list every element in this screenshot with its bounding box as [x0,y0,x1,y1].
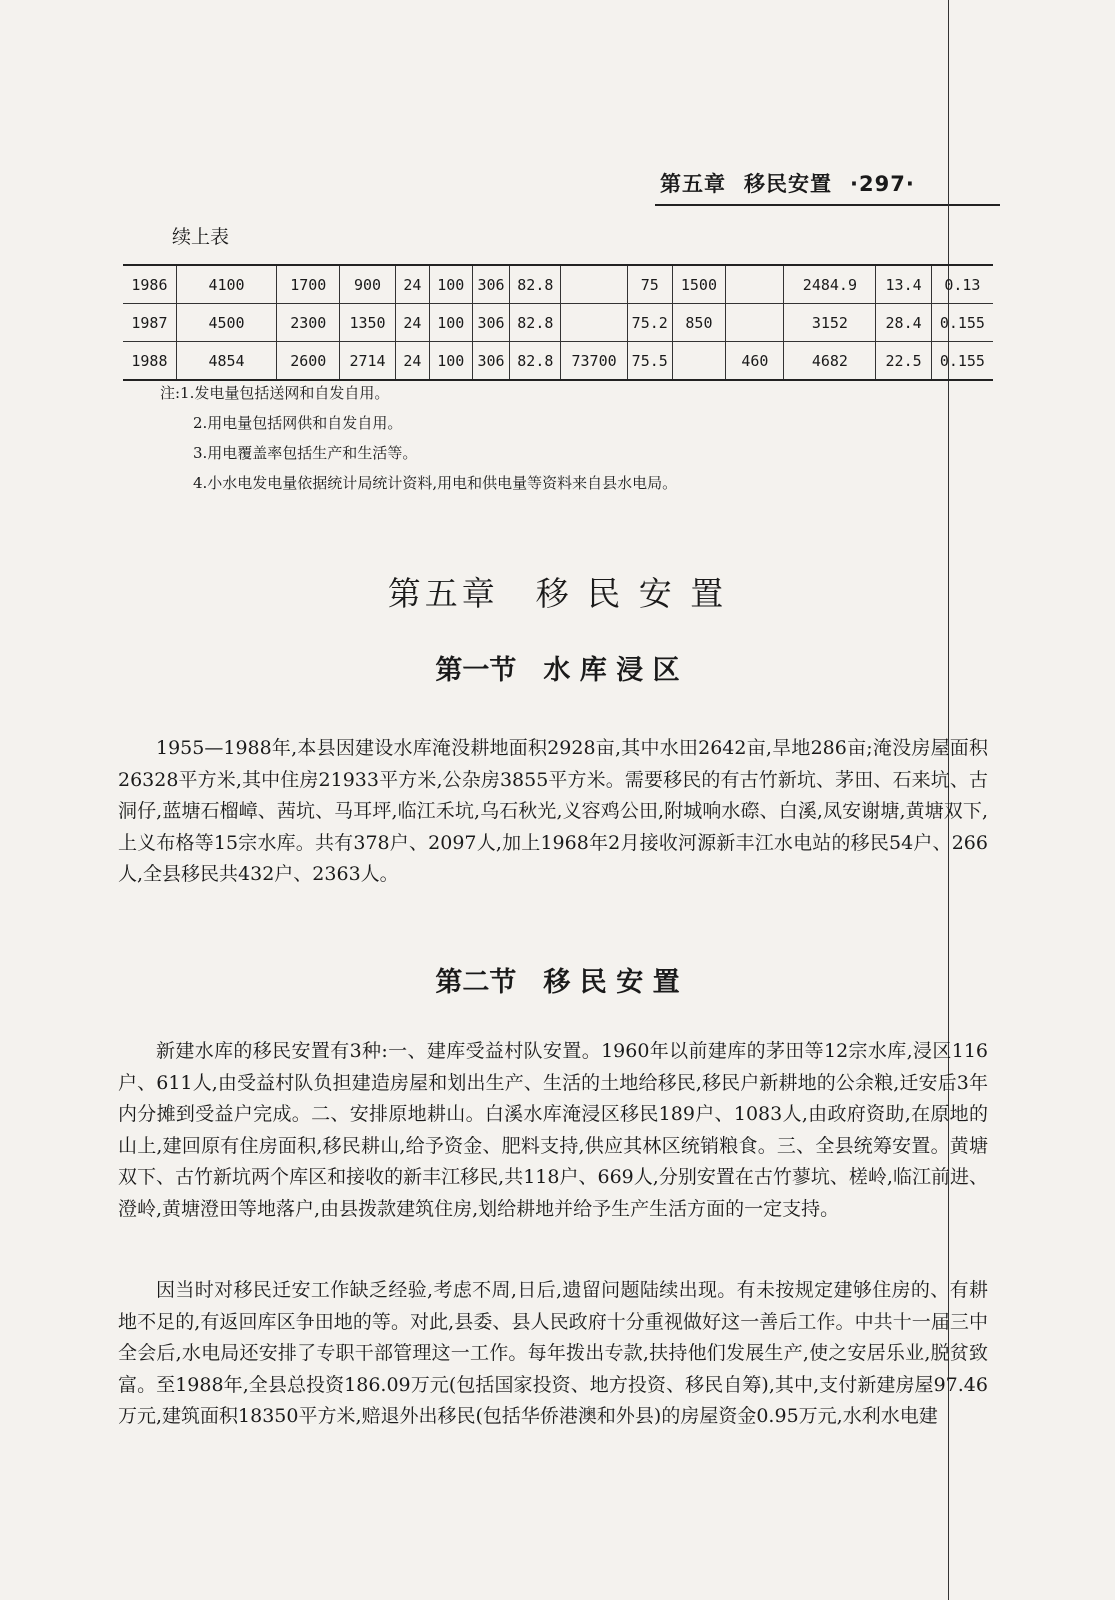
table-cell: 0.155 [931,304,993,342]
table-cell: 24 [395,265,429,304]
table-cell [726,304,784,342]
table-cell: 0.13 [931,265,993,304]
power-statistics-table [123,264,993,381]
table-cell [561,304,628,342]
section-1-paragraph: 1955—1988年,本县因建设水库淹没耕地面积2928亩,其中水田2642亩,旱地286亩;淹没房屋面积26328平方米,其中住房21933平方米,公杂房3855平方米。需要移民的有古竹新坑、茅田、石来坑、古洞仔,蓝塘石榴嶂、茜坑、马耳坪,临江禾坑,乌石秋光,义容鸡公田,附城响水磜、白溪,凤安谢塘,黄塘双下,上义布格等15宗水库。共有378户、2097人,加上1968年2月接收河源新丰江水电站的移民54户、266人,全县移民共432户、2363人。 [118,737,988,885]
table-cell: 0.155 [931,342,993,381]
table-cell: 4682 [784,342,876,381]
table-cell: 4500 [176,304,276,342]
table-cell: 2300 [277,304,340,342]
table-cell: 1988 [123,342,176,381]
table-cell: 82.8 [510,342,561,381]
table-row [123,304,993,342]
table-cell: 1500 [672,265,726,304]
table-cell [561,265,628,304]
table-notes [160,378,677,498]
table-cell: 24 [395,304,429,342]
table-cell: 28.4 [876,304,931,342]
table-cell: 850 [672,304,726,342]
table-cell [672,342,726,381]
running-head-chapter: 第五章 [660,172,726,196]
note-2: 2.用电量包括网供和自发自用。 [193,414,403,432]
note-3: 3.用电覆盖率包括生产和生活等。 [193,444,418,462]
table-cell: 1350 [340,304,395,342]
table-cell: 75.2 [627,304,672,342]
table-row [123,265,993,304]
table-cell: 4854 [176,342,276,381]
table-cell: 100 [430,265,473,304]
chapter-title: 第五章 移 民 安 置 [387,574,728,613]
table-cell: 3152 [784,304,876,342]
section-1-title: 第一节 水 库 浸 区 [435,655,680,686]
table-cell: 75 [627,265,672,304]
table-cell: 2484.9 [784,265,876,304]
table-cell: 75.5 [627,342,672,381]
table-cell: 306 [472,304,510,342]
table-cell: 306 [472,342,510,381]
table-cell: 82.8 [510,265,561,304]
section-2-title: 第二节 移 民 安 置 [435,967,680,998]
table-cell: 24 [395,342,429,381]
table-cell: 1986 [131,275,168,294]
running-head-title: 移民安置 [744,172,832,196]
table-cell: 306 [472,265,510,304]
table-cell: 4100 [176,265,276,304]
table-cell: 900 [340,265,395,304]
table-cell: 73700 [561,342,628,381]
table-cell [726,265,784,304]
table-cell: 13.4 [876,265,931,304]
note-1: 注:1.发电量包括送网和自发自用。 [160,384,390,402]
table-continuation-label: 续上表 [172,226,230,248]
table-cell: 82.8 [510,304,561,342]
table-row [123,342,993,381]
table-cell: 1987 [123,304,176,342]
table-cell: 100 [430,304,473,342]
running-head [660,168,990,198]
table-cell: 2714 [340,342,395,381]
table-cell: 100 [430,342,473,381]
section-2-paragraph-1: 新建水库的移民安置有3种:一、建库受益村队安置。1960年以前建库的茅田等12宗水库,浸区116户、611人,由受益村队负担建造房屋和划出生产、生活的土地给移民,移民户新耕地的公余粮,迁安后3年内分摊到受益户完成。二、安排原地耕山。白溪水库淹浸区移民189户、1083人,由政府资助,在原地的山上,建回原有住房面积,移民耕山,给予资金、肥料支持,供应其林区统销粮食。三、全县统筹安置。黄塘双下、古竹新坑两个库区和接收的新丰江移民,共118户、669人,分别安置在古竹蓼坑、槎岭,临江前进、澄岭,黄塘澄田等地落户,由县拨款建筑住房,划给耕地并给予生产生活方面的一定支持。 [118,1040,988,1220]
page-number: ·297· [850,172,915,196]
table-cell: 2600 [277,342,340,381]
table-cell: 460 [726,342,784,381]
table-cell: 1700 [277,265,340,304]
section-2-paragraph-2: 因当时对移民迁安工作缺乏经验,考虑不周,日后,遗留问题陆续出现。有未按规定建够住房的、有耕地不足的,有返回库区争田地的等。对此,县委、县人民政府十分重视做好这一善后工作。中共十一届三中全会后,水电局还安排了专职干部管理这一工作。每年拨出专款,扶持他们发展生产,使之安居乐业,脱贫致富。至1988年,全县总投资186.09万元(包括国家投资、地方投资、移民自筹),其中,支付新建房屋97.46万元,建筑面积18350平方米,赔退外出移民(包括华侨港澳和外县)的房屋资金0.95万元,水利水电建 [118,1279,988,1427]
table-cell: 22.5 [876,342,931,381]
note-4: 4.小水电发电量依据统计局统计资料,用电和供电量等资料来自县水电局。 [193,474,678,492]
